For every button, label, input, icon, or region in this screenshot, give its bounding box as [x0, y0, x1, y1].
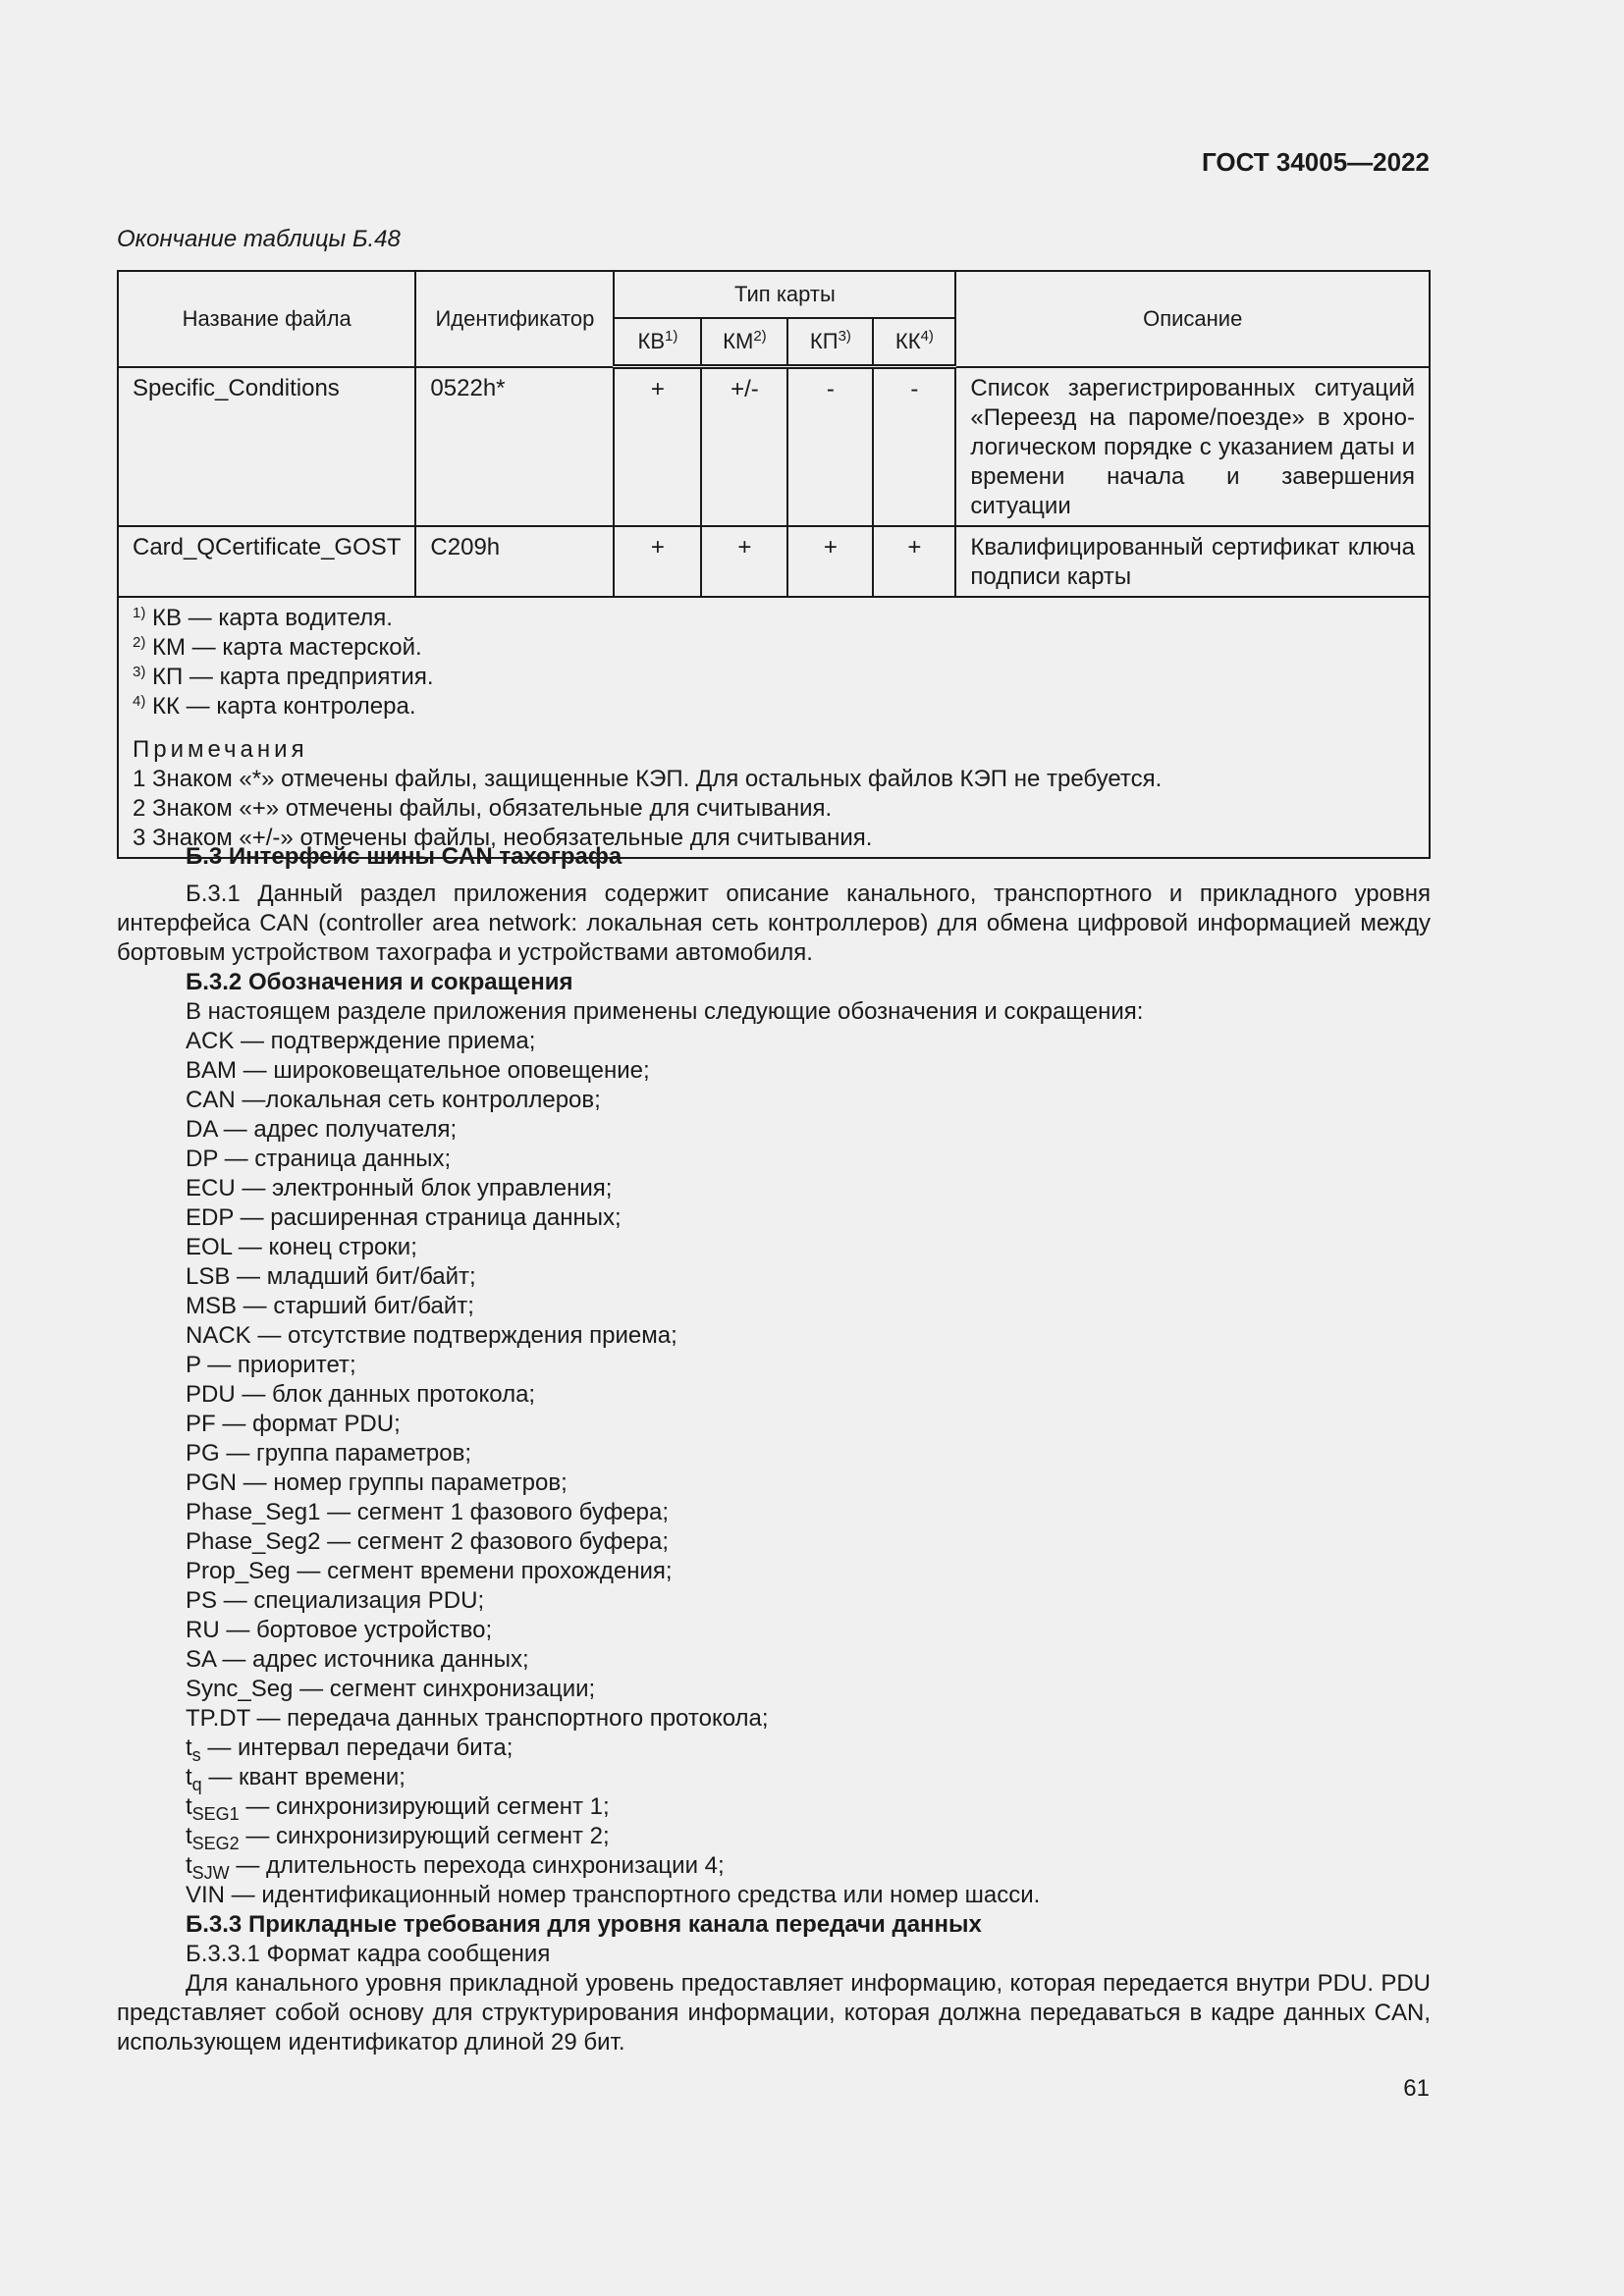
abbreviation-item: Sync_Seg — сегмент синхронизации;	[186, 1676, 596, 1702]
cell-kk: +	[873, 526, 955, 597]
col-header-kp: КП$^{3)}$	[787, 318, 873, 367]
abbreviation-item: Phase_Seg1 — сегмент 1 фазового буфера;	[186, 1499, 670, 1525]
abbreviation-item	[186, 1734, 1431, 1763]
abbreviation-item: PGN — номер группы параметров;	[186, 1469, 568, 1496]
cell-kp: +	[787, 526, 873, 597]
abbreviation-item: EOL — конец строки;	[186, 1234, 417, 1260]
cell-id: C209h	[415, 526, 614, 597]
definition: — синхронизирующий сегмент 2;	[239, 1823, 610, 1849]
cell-kv: +	[614, 526, 701, 597]
symbol-subscript: SJW	[191, 1862, 230, 1883]
symbol-subscript: SEG1	[191, 1803, 240, 1824]
abbreviation-item: ECU — электронный блок управления;	[186, 1175, 613, 1201]
abbreviation-list	[117, 1027, 1431, 1734]
subsection-heading: Б.3.3.1 Формат кадра сообщения	[186, 1941, 551, 1967]
abbreviation-item: PDU — блок данных протокола;	[186, 1381, 536, 1408]
abbreviation-item: DP — страница данных;	[186, 1146, 452, 1172]
abbreviation-item: PF — формат PDU;	[186, 1411, 401, 1437]
abbreviation-item: DA — адрес получателя;	[186, 1116, 458, 1143]
symbol: t	[186, 1764, 192, 1790]
abbreviation-item: EDP — расширенная страница данных;	[186, 1204, 622, 1231]
cell-name: Specific_Conditions	[118, 367, 415, 526]
time-abbreviation-list	[117, 1734, 1431, 1881]
abbreviation-item: RU — бортовое устройство;	[186, 1617, 493, 1643]
col-header-kk: КК$^{4)}$	[873, 318, 955, 367]
cell-name: Card_QCertificate_GOST	[118, 526, 415, 597]
cell-km: +	[701, 526, 787, 597]
abbreviation-item: ACK — подтверждение приема;	[186, 1028, 536, 1054]
abbreviation-item: VIN — идентификационный номер транспортного средства или номер шасси.	[186, 1882, 1041, 1908]
symbol: t	[186, 1735, 192, 1761]
col-header-km: КМ$^{2)}$	[701, 318, 787, 367]
abbreviation-item: LSB — младший бит/байт;	[186, 1263, 476, 1290]
col-header-file: Название файла	[118, 271, 415, 367]
notes-title: Примечания	[133, 735, 308, 763]
cell-desc: Квалифицированный сертификат ключа подписи карты	[955, 526, 1430, 597]
section-heading: Б.3 Интерфейс шины CAN тахографа	[186, 843, 623, 870]
note: 1 Знаком «*» отмечены файлы, защищенные КЭП. Для остальных файлов КЭП не требуется.	[133, 765, 1163, 792]
symbol-subscript: s	[191, 1744, 201, 1765]
table-caption: Окончание таблицы Б.48	[117, 226, 401, 252]
col-header-desc: Описание	[955, 271, 1430, 367]
abbreviation-item	[186, 1851, 1431, 1881]
abbreviation-item: CAN —локальная сеть контроллеров;	[186, 1087, 601, 1113]
section-body	[117, 842, 1431, 2057]
col-header-id: Идентификатор	[415, 271, 614, 367]
symbol: t	[186, 1823, 192, 1849]
cell-km: +/-	[701, 367, 787, 526]
abbreviation-item: PS — специализация PDU;	[186, 1587, 485, 1614]
symbol-subscript: q	[191, 1774, 202, 1794]
abbreviation-item: Phase_Seg2 — сегмент 2 фазового буфера;	[186, 1528, 670, 1555]
symbol-subscript: SEG2	[191, 1833, 240, 1853]
abbreviation-item	[186, 1822, 1431, 1851]
abbreviation-item: Prop_Seg — сегмент времени прохождения;	[186, 1558, 673, 1584]
footnote: $^{1)}$ КВ — карта водителя.	[133, 604, 393, 631]
definition: — квант времени;	[201, 1764, 406, 1790]
abbreviation-item: SA — адрес источника данных;	[186, 1646, 529, 1673]
abbreviation-item: P — приоритет;	[186, 1352, 356, 1378]
abbreviation-item	[186, 1763, 1431, 1792]
note: 2 Знаком «+» отмечены файлы, обязательные для считывания.	[133, 794, 833, 822]
definition: — синхронизирующий сегмент 1;	[239, 1793, 610, 1820]
paragraph: Для канального уровня прикладной уровень предоставляет информацию, которая передается внутри PDU. PDU представляет собой основу для структурирования информации, которая должна передаваться в кадре данных CAN, использующем идентификатор длиной 29 бит.	[117, 1970, 1431, 2056]
section-heading: Б.3.3 Прикладные требования для уровня канала передачи данных	[186, 1911, 982, 1938]
table-notes	[118, 597, 1430, 858]
abbreviation-item: BAM — широковещательное оповещение;	[186, 1057, 650, 1084]
abbreviation-item: MSB — старший бит/байт;	[186, 1293, 474, 1319]
note: 3 Знаком «+/-» отмечены файлы, необязательные для считывания.	[133, 824, 873, 851]
files-table	[117, 270, 1431, 859]
symbol: t	[186, 1852, 192, 1879]
cell-kk: -	[873, 367, 955, 526]
col-header-kv: КВ$^{1)}$	[614, 318, 701, 367]
page-number: 61	[1403, 2075, 1430, 2102]
footnote: $^{4)}$ КК — карта контролера.	[133, 692, 416, 720]
cell-kp: -	[787, 367, 873, 526]
col-header-card-type: Тип карты	[614, 271, 955, 318]
abbreviation-item: TP.DT — передача данных транспортного протокола;	[186, 1705, 769, 1732]
table-row	[118, 367, 1430, 526]
abbreviation-item	[186, 1792, 1431, 1822]
cell-kv: +	[614, 367, 701, 526]
definition: — интервал передачи бита;	[200, 1735, 514, 1761]
paragraph: Б.3.1 Данный раздел приложения содержит описание канального, транспортного и прикладного уровня интерфейса CAN (controller area network: локальная сеть контроллеров) для обмена цифровой информацией между бортовым устройством тахографа и устройствами автомобиля.	[117, 881, 1431, 966]
footnote: $^{3)}$ КП — карта предприятия.	[133, 663, 434, 690]
cell-desc: Список зарегистрированных ситуаций «Переезд на пароме/поезде» в хроно-логическом порядке с указанием даты и времени начала и завершения ситуации	[955, 367, 1430, 526]
standard-designation: ГОСТ 34005—2022	[1202, 147, 1430, 177]
definition: — длительность перехода синхронизации 4;	[229, 1852, 725, 1879]
symbol: t	[186, 1793, 192, 1820]
paragraph: В настоящем разделе приложения применены следующие обозначения и сокращения:	[186, 998, 1144, 1025]
abbreviation-item: NACK — отсутствие подтверждения приема;	[186, 1322, 677, 1349]
abbreviation-item: PG — группа параметров;	[186, 1440, 472, 1467]
section-heading: Б.3.2 Обозначения и сокращения	[186, 969, 573, 995]
footnote: $^{2)}$ КМ — карта мастерской.	[133, 633, 422, 661]
cell-id: 0522h*	[415, 367, 614, 526]
table-row	[118, 526, 1430, 597]
